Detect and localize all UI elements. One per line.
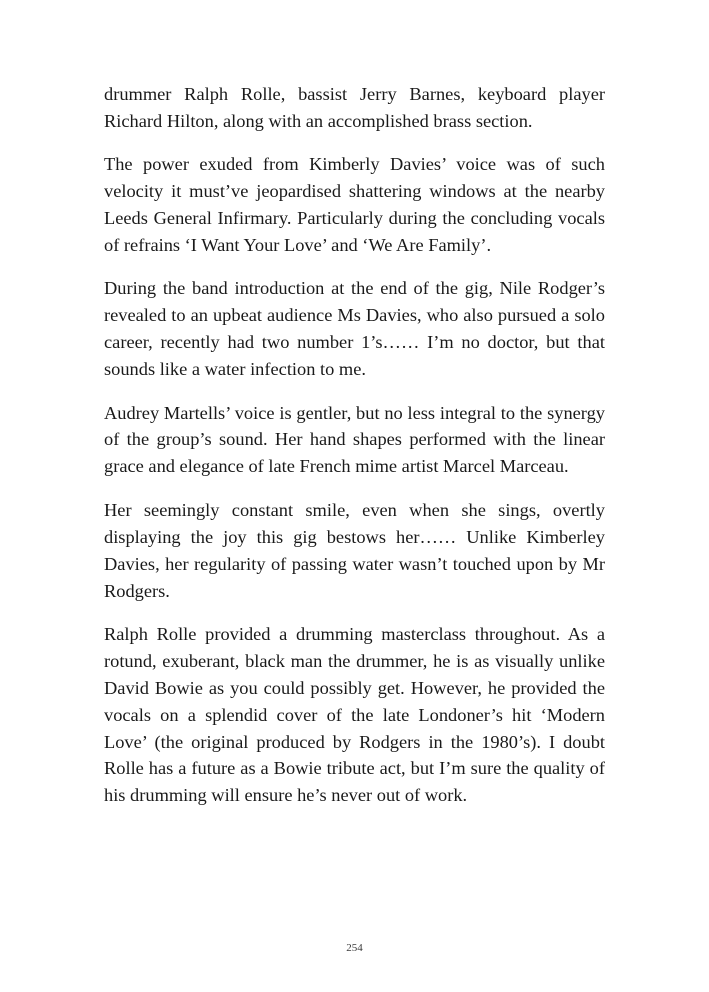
paragraph-band-introduction: During the band introduction at the end of the gig, Nile Rodger’s revealed to an upbeat audience Ms Davies, who also pursued a solo career, recently had two number 1’s…… I’m no doctor, but that sounds like a water infection to me. xyxy=(104,278,605,380)
body-text xyxy=(104,81,605,826)
paragraph-kimberly-davies-voice: The power exuded from Kimberly Davies’ voice was of such velocity it must’ve jeopardised shattering windows at the nearby Leeds General Infirmary. Particularly during the concluding vocals of refrains ‘I Want Your Love’ and ‘We Are Family’. xyxy=(104,154,605,256)
page-number: 254 xyxy=(346,942,363,954)
paragraph-band-members: drummer Ralph Rolle, bassist Jerry Barnes, keyboard player Richard Hilton, along with an accomplished brass section. xyxy=(104,84,605,131)
paragraph-constant-smile: Her seemingly constant smile, even when she sings, overtly displaying the joy this gig bestows her…… Unlike Kimberley Davies, her regularity of passing water wasn’t touched upon by Mr Rodgers. xyxy=(104,499,605,601)
paragraph-audrey-martells: Audrey Martells’ voice is gentler, but no less integral to the synergy of the group’s sound. Her hand shapes performed with the linear grace and elegance of late French mime artist Marcel Marceau. xyxy=(104,402,605,477)
paragraph-ralph-rolle: Ralph Rolle provided a drumming masterclass throughout. As a rotund, exuberant, black man the drummer, he is as visually unlike David Bowie as you could possibly get. However, he provided the vocals on a splendid cover of the late Londoner’s hit ‘Modern Love’ (the original produced by Rodgers in the 1980’s). I doubt Rolle has a future as a Bowie tribute act, but I’m sure the quality of his drumming will ensure he’s never out of work. xyxy=(104,623,605,806)
